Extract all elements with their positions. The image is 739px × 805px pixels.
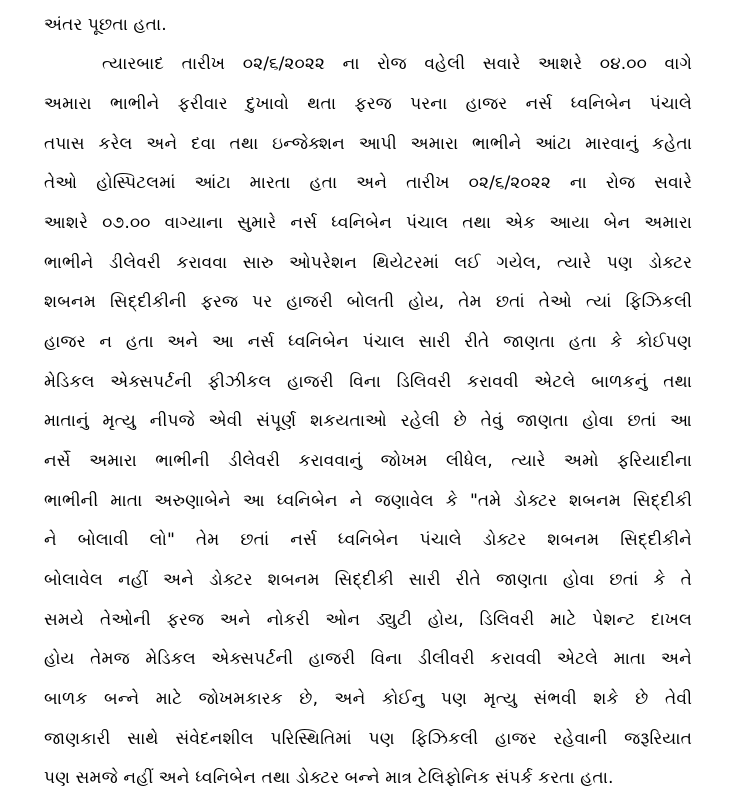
text-line: આશરે ૦૭.૦૦ વાગ્યાના સુમારે નર્સ ધ્વનિબેન પંચાલ તથા એક આયા બેન અમારા: [44, 213, 692, 233]
text-line: સમયે તેઓની ફરજ અને નોકરી ઓન ડ્યુટી હોય, ડિલિવરી માટે પેશન્ટ દાખલ: [44, 610, 692, 630]
text-line: બોલાવેલ નહીં અને ડોક્ટર શબનમ સિદ્દીકી સારી રીતે જાણતા હોવા છતાં કે તે: [44, 570, 692, 590]
text-line: હાજર ન હતા અને આ નર્સ ધ્વનિબેન પંચાલ સારી રીતે જાણતા હતા કે કોઈપણ: [44, 332, 692, 352]
text-line: ભાભીને ડીલેવરી કરાવવા સારુ ઓપરેશન થિયેટરમાં લઈ ગયેલ, ત્યારે પણ ડોક્ટર: [44, 253, 692, 273]
text-line: મેડિકલ એક્સપર્ટની ફીઝીકલ હાજરી વિના ડિલિવરી કરાવવી એટલે બાળકનું તથા: [44, 372, 692, 392]
text-line: માતાનું મૃત્યુ નીપજે એવી સંપૂર્ણ શકયતાઓ રહેલી છે તેવું જાણતા હોવા છતાં આ: [44, 411, 692, 431]
text-line: પણ સમજે નહીં અને ધ્વનિબેન તથા ડોક્ટર બન્ને માત્ર ટેલિફોનિક સંપર્ક કરતા હતા.: [44, 768, 614, 788]
text-line: ત્યારબાદ તારીખ ૦૨/૬/૨૦૨૨ ના રોજ વહેલી સવારે આશરે ૦૪.૦૦ વાગે: [102, 54, 692, 74]
text-line: ને બોલાવી લો" તેમ છતાં નર્સ ધ્વનિબેન પંચાલે ડોક્ટર શબનમ સિદ્દીકીને: [44, 530, 692, 550]
text-line: તપાસ કરેલ અને દવા તથા ઇન્જેક્શન આપી અમારા ભાભીને આંટા મારવાનું કહેતા: [44, 134, 692, 154]
text-line: અંતર પૂછતા હતા.: [44, 15, 167, 35]
text-line: ભાભીની માતા અરુણાબેને આ ધ્વનિબેન ને જણાવેલ કે "તમે ડોક્ટર શબનમ સિદ્દીકી: [44, 491, 692, 511]
text-line: શબનમ સિદ્દીકીની ફરજ પર હાજરી બોલતી હોય, તેમ છતાં તેઓ ત્યાં ફિઝિકલી: [44, 292, 692, 312]
text-line: તેઓ હોસ્પિટલમાં આંટા મારતા હતા અને તારીખ ૦૨/૬/૨૦૨૨ ના રોજ સવારે: [44, 173, 692, 193]
text-line: જાણકારી સાથે સંવેદનશીલ પરિસ્થિતિમાં પણ ફિઝિકલી હાજર રહેવાની જરૂરિયાત: [44, 729, 692, 749]
text-line: બાળક બન્ને માટે જોખમકારક છે, અને કોઈનુ પણ મૃત્યુ સંભવી શકે છે તેવી: [44, 689, 692, 709]
text-line: હોય તેમજ મેડિકલ એક્સપર્ટની હાજરી વિના ડીલીવરી કરાવવી એટલે માતા અને: [44, 649, 692, 669]
text-line: અમારા ભાભીને ફરીવાર દુખાવો થતા ફરજ પરના હાજર નર્સ ધ્વનિબેન પંચાલે: [44, 94, 692, 114]
text-line: નર્સે અમારા ભાભીની ડીલેવરી કરાવવાનું જોખમ લીધેલ, ત્યારે અમો ફરિયાદીના: [44, 451, 692, 471]
